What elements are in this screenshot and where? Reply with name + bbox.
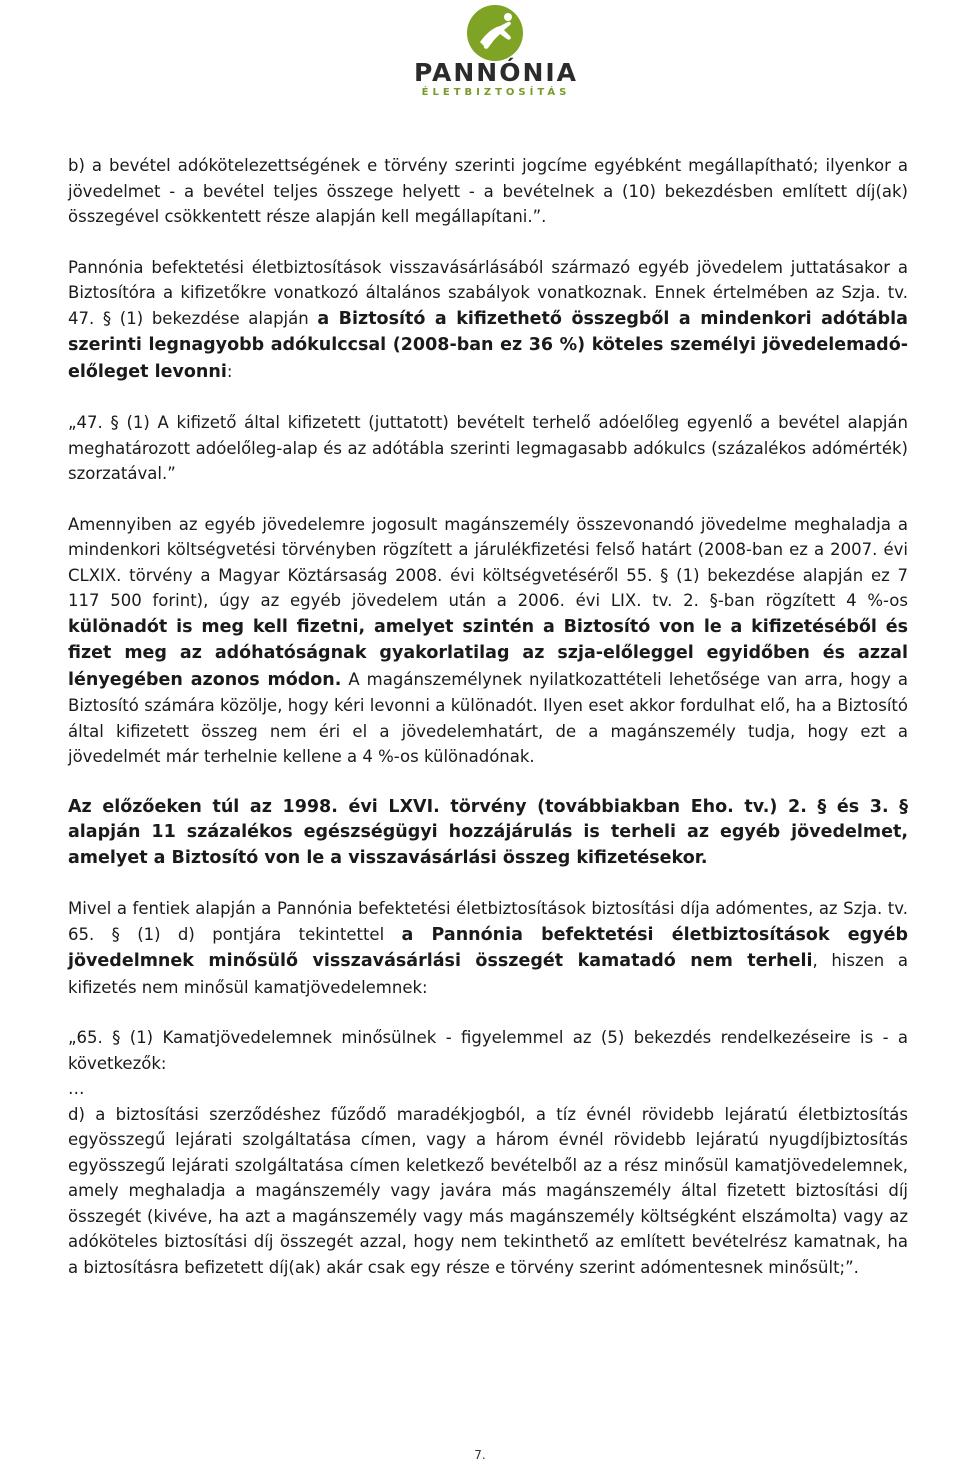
emphasis-text: a Pannónia befektetési életbiztosítások egyéb jövedelmnek minősülő visszavásárlási összegét kamatadó nem terheli (68, 924, 908, 971)
quote-47: „47. § (1) A kifizető által kifizetett (juttatott) bevételt terhelő adóelőleg egyenlő a bevétel alapján meghatározott adóelőleg-alap és az adótábla szerinti legmagasabb adókulcs (százalékos adómérték) szorzatával.” (68, 413, 908, 483)
paragraph-text: : (226, 361, 233, 381)
quote-65: „65. § (1) Kamatjövedelemnek minősülnek - figyelemmel az (5) bekezdés rendelkezéseire is - a következők: (68, 1028, 908, 1073)
paragraph-eho (68, 795, 908, 872)
paragraph-text: Mivel a fentiek alapján a Pannónia befektetési életbiztosítások biztosítási díja adómentes, az Szja. tv. 65. § (1) d) pontjára tekintettel (68, 899, 908, 944)
emphasis-text: Az előzőeken túl az 1998. évi LXVI. törvény (továbbiakban Eho. tv.) 2. § és 3. § alapján 11 százalékos egészségügyi hozzájárulás is terheli az egyéb jövedelmet, amelyet a Biztosító von le a visszavásárlási összeg kifizetésekor. (68, 796, 908, 868)
emphasis-text: különadót is meg kell fizetni, amelyet szintén a Biztosító von le a kifizetéséből és fizet meg az adóhatóságnak gyakorlatilag az szja-előleggel egyidőben és azzal lényegében azonos módon. (68, 616, 908, 690)
document-body (68, 153, 908, 1280)
paragraph-kifizeto (68, 255, 908, 386)
paragraph-text: A magánszemélynek nyilatkozattételi lehetősége van arra, hogy a Biztosító számára közölje, hogy kéri levonni a különadót. Ilyen eset akkor fordulhat elő, ha a Biztosító által kifizetett összeg nem éri el a jövedelemhatárt, de a magánszemély tudja, hogy ezt a jövedelmét már terhelnie kellene a 4 %-os különadónak. (68, 669, 908, 766)
paragraph-text: , hiszen a kifizetés nem minősül kamatjövedelemnek: (68, 951, 908, 997)
paragraph-kamatado (68, 896, 908, 1000)
paragraph-b: b) a bevétel adókötelezettségének e törvény szerinti jogcíme egyébként megállapítható; ilyenkor a jövedelmet - a bevétel teljes összege helyett - a bevételnek a (10) bekezdésben említett díj(ak) összegével csökkentett része alapján kell megállapítani.”. (68, 156, 908, 226)
paragraph-text: Pannónia befektetési életbiztosítások visszavásárlásából származó egyéb jövedelem juttatásakor a Biztosítóra a kifizetőkre vonatkozó általános szabályok vonatkoznak. Ennek értelmében az Szja. tv. 47. § (1) bekezdése alapján (68, 257, 908, 328)
paragraph-kulonado (68, 512, 908, 770)
emphasis-text: a Biztosító a kifizethető összegből a mindenkori adótábla szerinti legnagyobb adókulccsal (2008-ban ez 36 %) köteles személyi jövedelemadó-előleget levonni (68, 308, 908, 382)
paragraph-text: Amennyiben az egyéb jövedelemre jogosult magánszemély összevonandó jövedelme meghaladja a mindenkori költségvetési törvényben rögzített a járulékfizetési felső határt (2008-ban ez a 2007. évi CLXIX. törvény a Magyar Köztársaság 2008. évi költségvetéséről 55. § (1) bekezdése alapján ez 7 117 500 forint), úgy az egyéb jövedelem után a 2006. évi LIX. tv. 2. §-ban rögzített 4 %-os (68, 514, 908, 610)
pannonia-logo (400, 0, 590, 108)
quote-65-d: d) a biztosítási szerződéshez fűződő maradékjogból, a tíz évnél rövidebb lejáratú életbiztosítás egyösszegű lejárati szolgáltatása címen, vagy a három évnél rövidebb lejáratú nyugdíjbiztosítás egyösszegű lejárati szolgáltatása címen keletkező bevételből az a rész minősül kamatjövedelemnek, amely meghaladja a magánszemély vagy javára más magánszemély által fizetett biztosítási díj összegét (kivéve, ha azt a magánszemély vagy más magánszemély költségként elszámolta) vagy az adóköteles biztosítási díj összegét azzal, hogy nem tekinthető az említett bevételrész kamatnak, ha a biztosításra befizetett díj(ak) akár csak egy része e törvény szerint adómentesnek minősült;”. (68, 1104, 908, 1277)
leaping-figure-icon (450, 4, 540, 62)
brand-subtitle: ÉLETBIZTOSÍTÁS (421, 87, 571, 98)
ellipsis: … (68, 1079, 85, 1098)
brand-name: PANNÓNIA (413, 58, 579, 87)
page-number: 7. (474, 1448, 486, 1462)
